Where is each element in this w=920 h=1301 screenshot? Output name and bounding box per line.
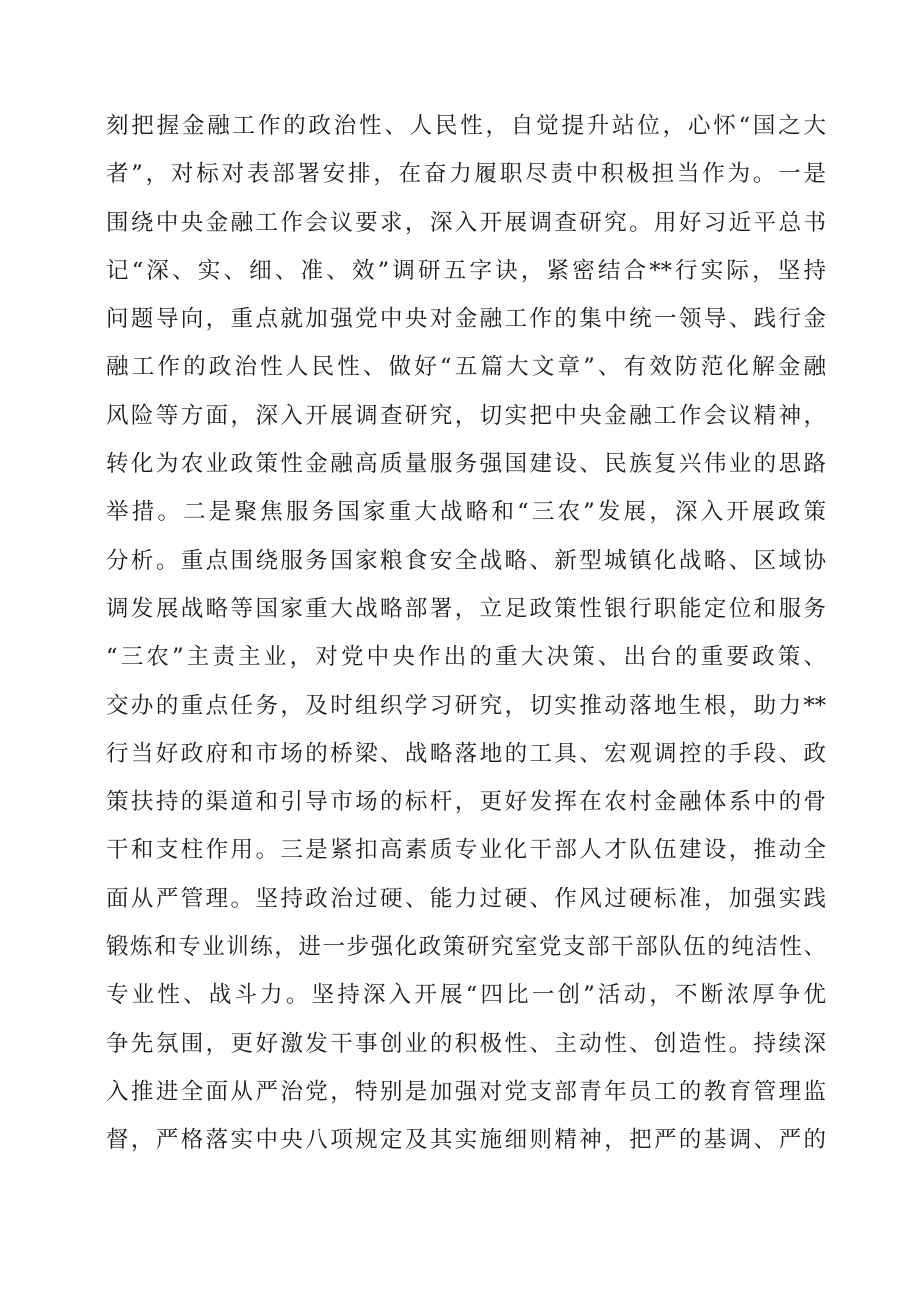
text-line-1: 刻把握金融工作的政治性、人民性，自觉提升站位，心怀“国之大 <box>106 113 826 139</box>
text-line-18: 锻炼和专业训练，进一步强化政策研究室党支部干部队伍的纯洁性、 <box>106 934 826 961</box>
text-line-17: 面从严管理。坚持政治过硬、能力过硬、作风过硬标准，加强实践 <box>106 885 826 912</box>
body-paragraph <box>106 102 826 1165</box>
text-line-21: 入推进全面从严治党，特别是加强对党支部青年员工的教育管理监 <box>106 1078 826 1105</box>
text-line-2: 者”，对标对表部署安排，在奋力履职尽责中积极担当作为。一是 <box>106 161 826 188</box>
text-line-14: 行当好政府和市场的桥梁、战略落地的工具、宏观调控的手段、政 <box>106 740 826 767</box>
text-line-20: 争先氛围，更好激发干事创业的积极性、主动性、创造性。持续深 <box>106 1030 826 1057</box>
text-line-22: 督，严格落实中央八项规定及其实施细则精神，把严的基调、严的 <box>106 1127 826 1154</box>
text-line-8: 转化为农业政策性金融高质量服务强国建设、民族复兴伟业的思路 <box>106 451 826 478</box>
text-line-10: 分析。重点围绕服务国家粮食安全战略、新型城镇化战略、区域协 <box>106 547 826 574</box>
text-line-12: “三农”主责主业，对党中央作出的重大决策、出台的重要政策、 <box>106 644 826 671</box>
text-line-9: 举措。二是聚焦服务国家重大战略和“三农”发展，深入开展政策 <box>106 499 826 526</box>
text-line-13: 交办的重点任务，及时组织学习研究，切实推动落地生根，助力** <box>106 692 826 719</box>
text-line-6: 融工作的政治性人民性、做好“五篇大文章”、有效防范化解金融 <box>106 354 826 381</box>
text-line-16: 干和支柱作用。三是紧扣高素质专业化干部人才队伍建设，推动全 <box>106 837 826 864</box>
text-line-7: 风险等方面，深入开展调查研究，切实把中央金融工作会议精神， <box>106 402 826 429</box>
text-line-15: 策扶持的渠道和引导市场的标杆，更好发挥在农村金融体系中的骨 <box>106 789 826 816</box>
text-line-19: 专业性、战斗力。坚持深入开展“四比一创”活动，不断浓厚争优 <box>106 982 826 1009</box>
text-line-4: 记“深、实、细、准、效”调研五字诀，紧密结合**行实际，坚持 <box>106 257 826 284</box>
text-line-11: 调发展战略等国家重大战略部署，立足政策性银行职能定位和服务 <box>106 595 826 622</box>
text-line-3: 围绕中央金融工作会议要求，深入开展调查研究。用好习近平总书 <box>106 209 826 236</box>
text-line-5: 问题导向，重点就加强党中央对金融工作的集中统一领导、践行金 <box>106 306 826 333</box>
